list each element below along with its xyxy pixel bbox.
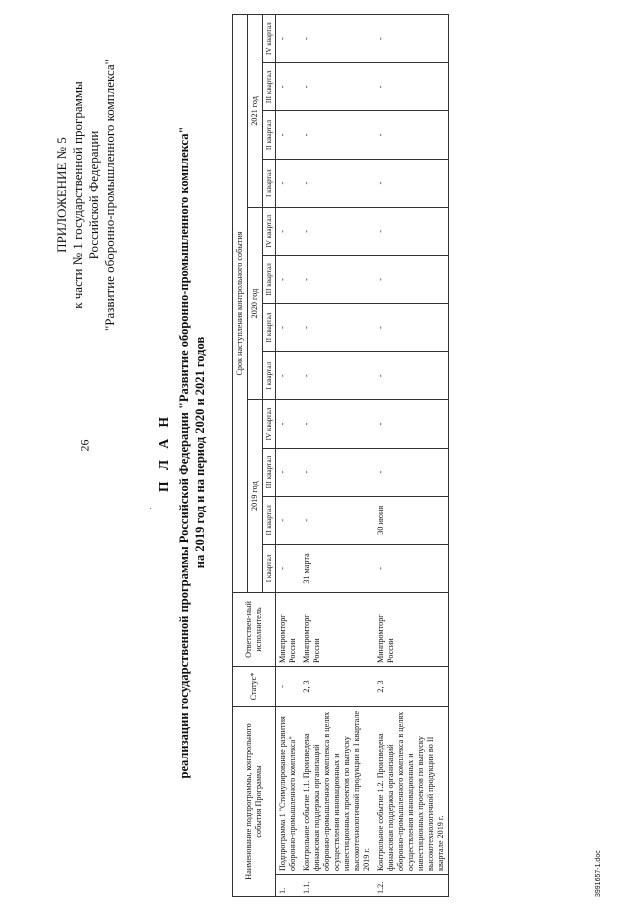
row-deadline-cell: - [374,111,449,159]
row-deadline-cell: - [374,400,449,448]
row-number: 1. [276,875,301,897]
row-deadline-cell: - [374,159,449,207]
row-responsible: Минпромторг России [276,592,301,666]
appendix-line-3: Российской Федерации [86,130,101,260]
row-name: Контрольное событие 1.1. Произведена финансовая поддержка организаций оборонно-промышленного комплекса в целях осуществления инновационных и инвестиционных проектов по выпуску высокотехнологичной продукции в I квартале 2019 г. [300,706,374,874]
row-deadline-cell: 31 марта [300,544,374,592]
row-deadline-cell: - [300,63,374,111]
header-status: Статус* [233,666,276,706]
row-number: 1.1. [300,875,374,897]
appendix-line-1: ПРИЛОЖЕНИЕ № 5 [54,137,69,253]
row-number: 1.2. [374,875,449,897]
plan-heading: П Л А Н [156,413,171,492]
row-deadline-cell: - [374,255,449,303]
row-deadline-cell: - [276,111,301,159]
appendix-line-2: к части № 1 государственной программы [70,81,85,309]
plan-subtitle-2: на 2019 год и на период 2020 и 2021 годов [193,336,207,569]
row-deadline-cell: - [276,400,301,448]
table-row [374,15,449,897]
row-deadline-cell: - [300,255,374,303]
header-quarter: III квартал [263,255,276,303]
header-quarter: I квартал [263,352,276,400]
row-deadline-cell: - [374,15,449,63]
row-deadline-cell: - [374,352,449,400]
row-deadline-cell: - [300,352,374,400]
row-deadline-cell: - [276,304,301,352]
plan-table [232,14,449,897]
header-year-2020: 2020 год [248,207,263,400]
plan-subtitle-1: реализации государственной программы Российской Федерации "Развитие оборонно-промышленного комплекса" [177,126,191,779]
row-deadline-cell: - [300,448,374,496]
row-deadline-cell: - [300,207,374,255]
appendix-header [54,30,118,360]
row-deadline-cell: - [276,159,301,207]
row-deadline-cell: - [276,15,301,63]
header-quarter: II квартал [263,111,276,159]
row-responsible: Минпромторг России [300,592,374,666]
row-status: 2, 3 [300,666,374,706]
table-row [300,15,374,897]
row-deadline-cell: - [276,207,301,255]
row-deadline-cell: - [276,496,301,544]
row-status: 2, 3 [374,666,449,706]
appendix-line-4: "Развитие оборонно-промышленного комплекса" [102,59,117,332]
header-name: Наименование подпрограммы, контрольного события Программы [233,706,276,896]
row-deadline-cell: - [276,448,301,496]
row-deadline-cell: - [374,544,449,592]
table-row [276,15,301,897]
plan-table-body [276,15,449,897]
row-deadline-cell: - [276,544,301,592]
header-quarter: IV квартал [263,400,276,448]
row-deadline-cell: - [300,111,374,159]
header-quarter: III квартал [263,448,276,496]
row-deadline-cell: - [300,159,374,207]
header-quarter: II квартал [263,496,276,544]
row-deadline-cell: - [374,63,449,111]
row-deadline-cell: - [374,448,449,496]
plan-title [156,0,208,905]
page-number: 26 [77,439,92,452]
footer-doc-id: 3991657-1.doc [595,850,602,897]
row-status: - [276,666,301,706]
header-quarter: I квартал [263,159,276,207]
row-deadline-cell: - [276,255,301,303]
row-deadline-cell: - [374,207,449,255]
header-year-2019: 2019 год [248,400,263,593]
row-deadline-cell: - [300,400,374,448]
header-deadline: Срок наступления контрольного события [233,15,248,593]
row-deadline-cell: - [374,304,449,352]
row-deadline-cell: - [300,304,374,352]
row-deadline-cell: - [300,15,374,63]
header-quarter: II квартал [263,304,276,352]
header-responsible: Ответствен-ный исполнитель [233,592,276,666]
row-deadline-cell: - [300,496,374,544]
row-name: Подпрограмма 1 "Стимулирование развития оборонно-промышленного комплекса" [276,706,301,874]
header-quarter: IV квартал [263,207,276,255]
row-responsible: Минпромторг России [374,592,449,666]
header-quarter: I квартал [263,544,276,592]
header-year-2021: 2021 год [248,15,263,208]
row-deadline-cell: 30 июня [374,496,449,544]
row-deadline-cell: - [276,63,301,111]
row-name: Контрольное событие 1.2. Произведена финансовая поддержка организаций оборонно-промышленного комплекса в целях осуществления инновационных и инвестиционных проектов по выпуску высокотехнологичной продукции во II квартале 2019 г. [374,706,449,874]
row-deadline-cell: - [276,352,301,400]
header-quarter: IV квартал [263,15,276,63]
header-quarter: III квартал [263,63,276,111]
